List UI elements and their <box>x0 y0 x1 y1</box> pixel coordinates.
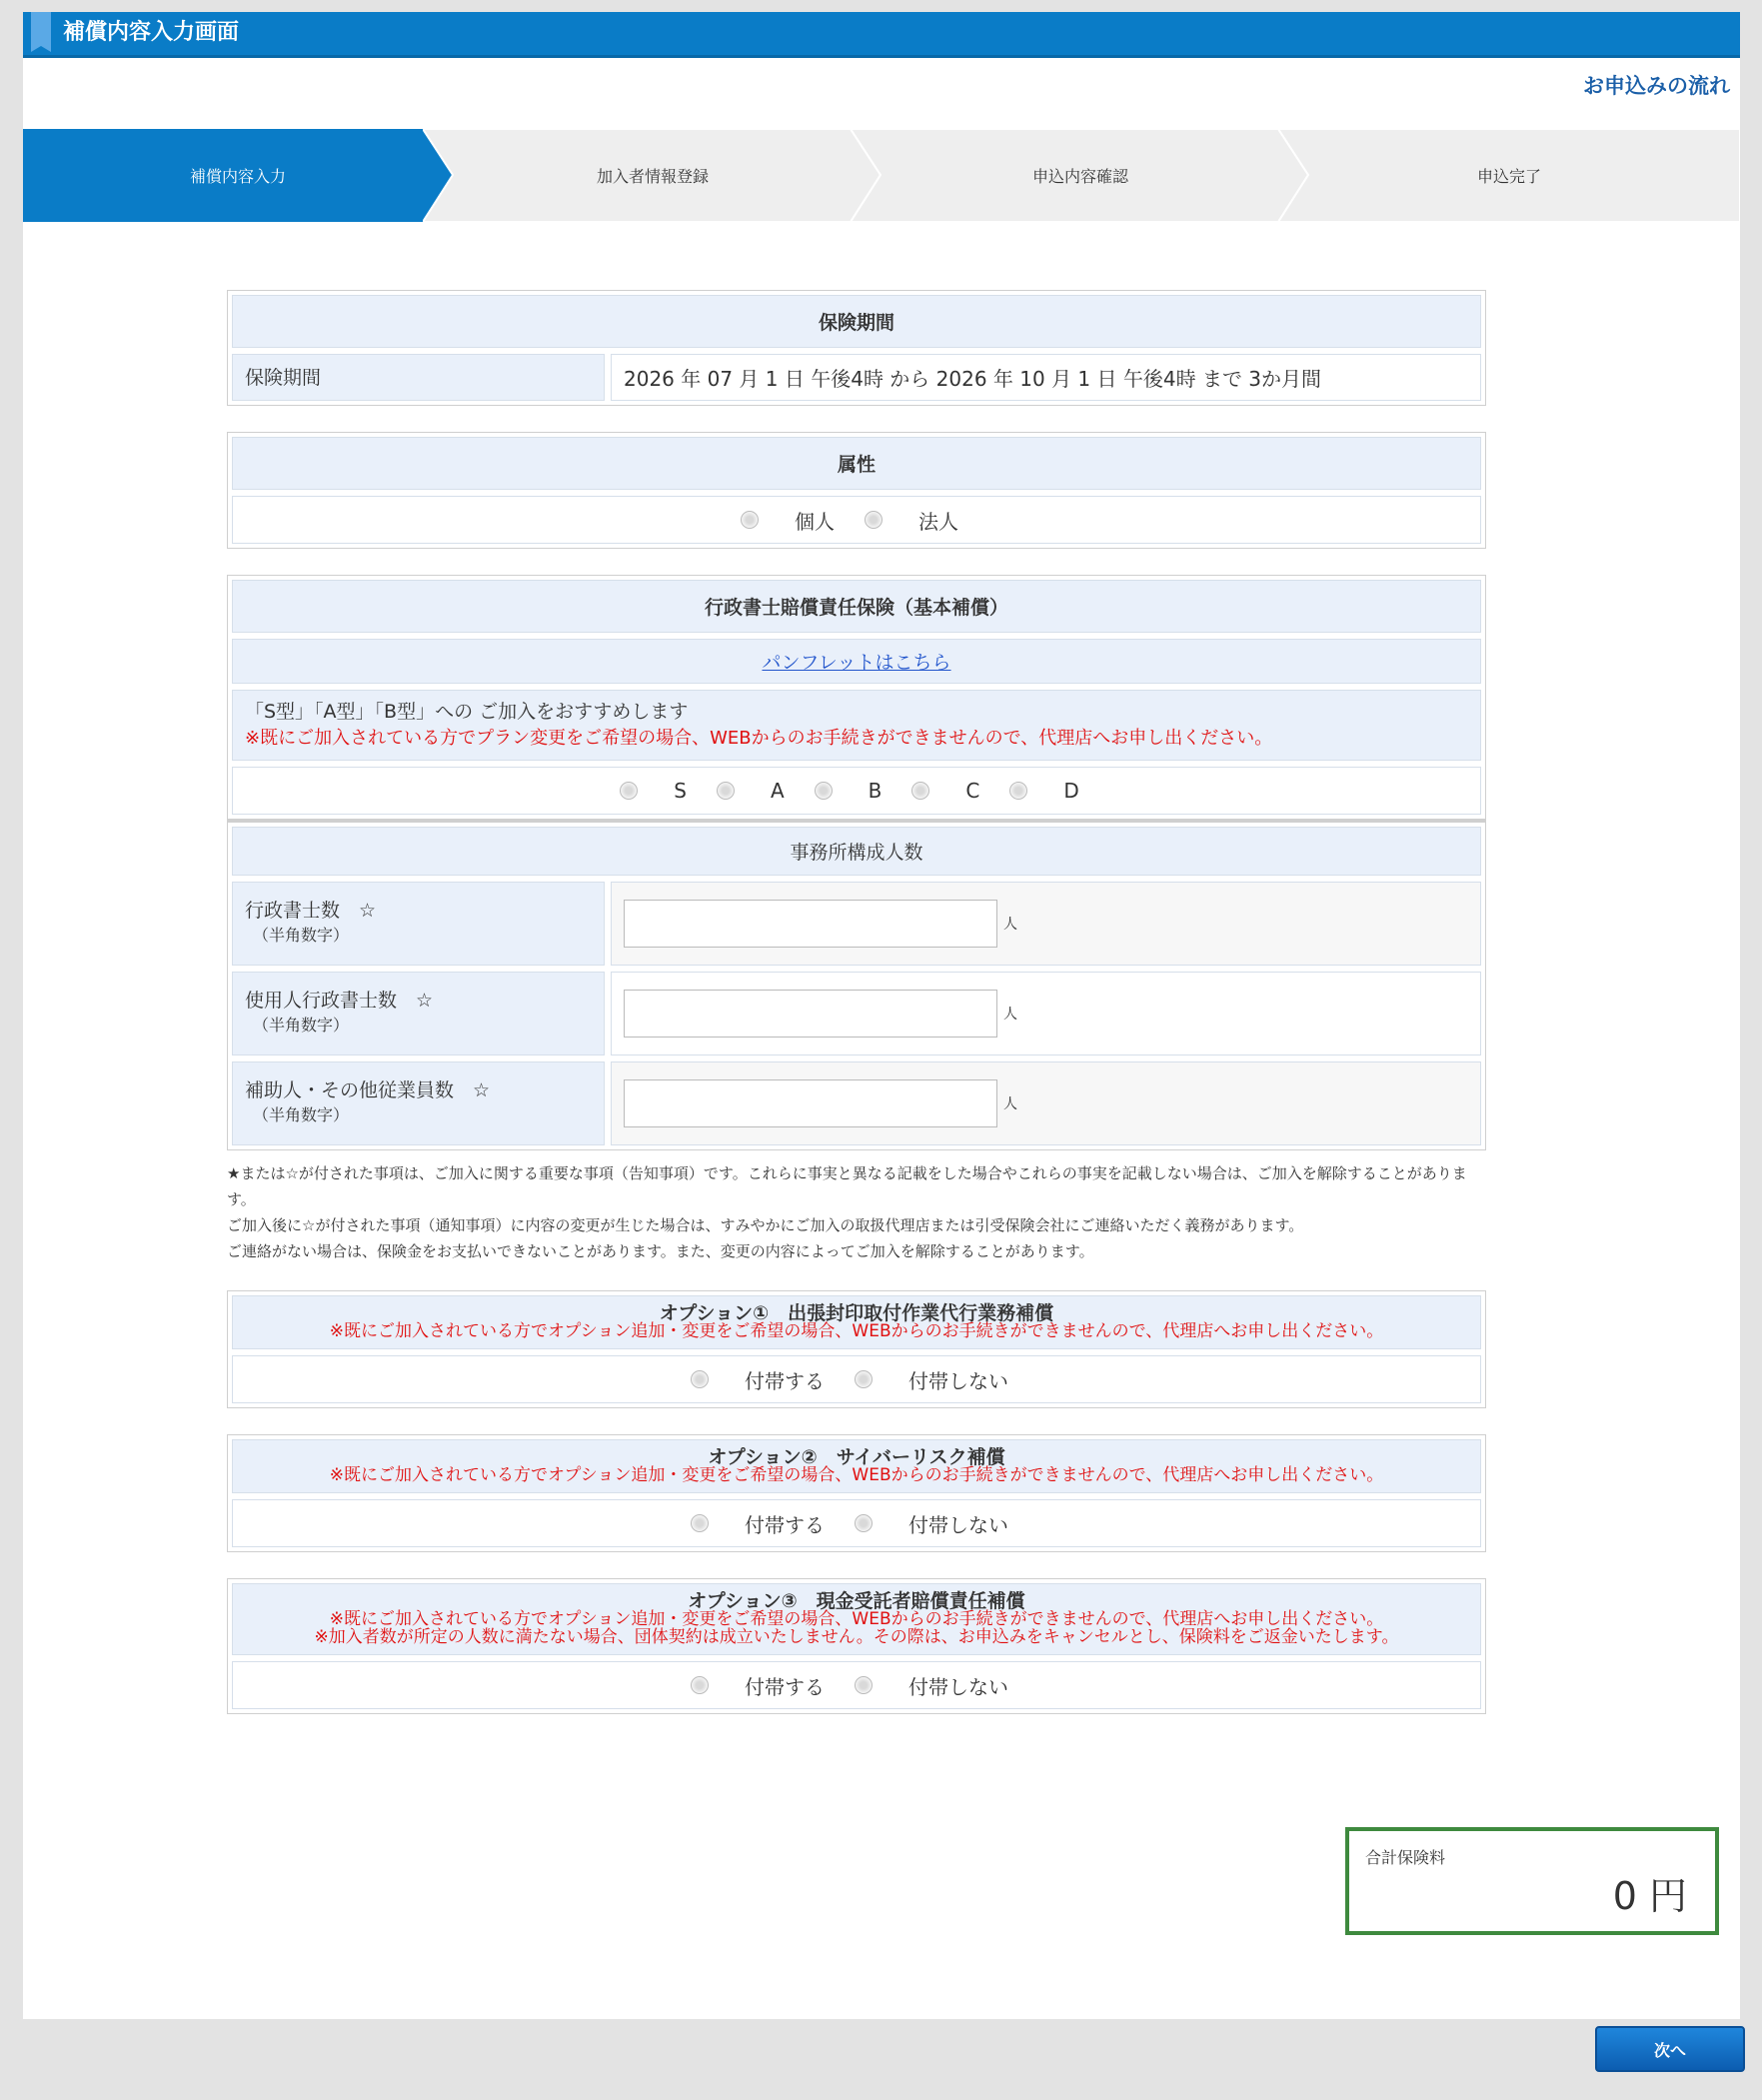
option-title: オプション③ 現金受託者賠償責任補償 <box>688 1590 1025 1612</box>
staff-panel <box>227 820 1486 1150</box>
radio-plan-b[interactable] <box>815 782 833 800</box>
pamphlet-link[interactable]: パンフレットはこちら <box>762 652 951 674</box>
basic-heading: 行政書士賠償責任保険（基本補償） <box>232 580 1481 633</box>
note-text: ご連絡がない場合は、保険金をお支払いできないことがあります。また、変更の内容によってご加入を解除することがあります。 <box>227 1242 1094 1260</box>
radio-plan-a[interactable] <box>717 782 735 800</box>
total-premium-box <box>1345 1827 1719 1935</box>
bookmark-icon <box>31 12 51 52</box>
period-value: 2026 年 07 月 1 日 午後4時 から 2026 年 10 月 1 日 午後4時 まで 3か月間 <box>611 354 1481 401</box>
option-2-radio-group <box>232 1499 1481 1547</box>
option-3-heading <box>232 1583 1481 1655</box>
title-bar <box>23 12 1740 58</box>
total-amount: 0 円 <box>1612 1874 1687 1918</box>
period-label: 保険期間 <box>232 354 605 401</box>
period-heading: 保険期間 <box>232 295 1481 348</box>
gyosei-shoshi-count-input[interactable] <box>624 900 997 948</box>
notes <box>227 1160 1486 1264</box>
plan-notice <box>232 690 1481 761</box>
attribute-panel <box>227 432 1486 549</box>
radio-plan-c[interactable] <box>911 782 929 800</box>
radio-label-no-attach: 付帯しない <box>908 1512 1008 1537</box>
radio-plan-d[interactable] <box>1009 782 1027 800</box>
unit-label: 人 <box>1003 1007 1017 1023</box>
field-label: 行政書士数 ☆ <box>245 900 377 922</box>
field-hint: （半角数字） <box>253 1016 350 1035</box>
form-container <box>227 290 1486 1740</box>
field-hint: （半角数字） <box>253 926 350 945</box>
staff-heading: 事務所構成人数 <box>232 827 1481 876</box>
option-1-radio-group <box>232 1355 1481 1403</box>
attribute-heading: 属性 <box>232 437 1481 490</box>
field-label: 使用人行政書士数 ☆ <box>245 990 434 1012</box>
step-label: 申込完了 <box>1476 167 1541 186</box>
radio-label-plan-d: D <box>1063 779 1079 803</box>
period-panel <box>227 290 1486 406</box>
option-warning: ※既にご加入されている方でオプション追加・変更をご希望の場合、WEBからのお手続きができませんので、代理店へお申し出ください。 <box>329 1609 1384 1629</box>
pamphlet-row <box>232 639 1481 684</box>
radio-corporation[interactable] <box>865 511 882 529</box>
step-label: 申込内容確認 <box>1031 167 1128 186</box>
radio-label-attach: 付帯する <box>745 1512 825 1537</box>
radio-label-attach: 付帯する <box>745 1674 825 1699</box>
attribute-radio-group <box>232 496 1481 544</box>
radio-option-1-no-attach[interactable] <box>855 1370 873 1388</box>
staff-row <box>232 1061 1481 1145</box>
option-3-panel <box>227 1578 1486 1714</box>
plan-recommend: 「S型」「A型」「B型」への ご加入をおすすめします <box>245 701 689 723</box>
flow-link[interactable]: お申込みの流れ <box>1583 74 1730 98</box>
radio-label-no-attach: 付帯しない <box>908 1674 1008 1699</box>
radio-label-no-attach: 付帯しない <box>908 1368 1008 1393</box>
radio-option-1-attach[interactable] <box>691 1370 709 1388</box>
radio-label-plan-c: C <box>965 779 980 803</box>
plan-warning: ※既にご加入されている方でプラン変更をご希望の場合、WEBからのお手続きができませんので、代理店へお申し出ください。 <box>245 728 1273 749</box>
basic-panel <box>227 575 1486 820</box>
step-4 <box>1278 129 1740 222</box>
radio-label-individual: 個人 <box>795 509 835 534</box>
page-title: 補償内容入力画面 <box>63 20 240 45</box>
radio-option-2-no-attach[interactable] <box>855 1514 873 1532</box>
unit-label: 人 <box>1003 917 1017 933</box>
field-hint: （半角数字） <box>253 1105 350 1124</box>
radio-option-2-attach[interactable] <box>691 1514 709 1532</box>
radio-option-3-attach[interactable] <box>691 1676 709 1694</box>
note-text: ご加入後に☆が付された事項（通知事項）に内容の変更が生じた場合は、すみやかにご加入の取扱代理店または引受保険会社にご連絡いただく義務があります。 <box>227 1216 1304 1234</box>
radio-individual[interactable] <box>741 511 759 529</box>
step-2 <box>423 129 882 222</box>
step-1 <box>23 129 453 222</box>
radio-label-corporation: 法人 <box>918 509 958 534</box>
staff-row <box>232 972 1481 1055</box>
step-label: 補償内容入力 <box>189 167 286 186</box>
field-label: 補助人・その他従業員数 ☆ <box>245 1079 491 1101</box>
note-text: ★または☆が付された事項は、ご加入に関する重要な事項（告知事項）です。これらに事実と異なる記載をした場合やこれらの事実を記載しない場合は、ご加入を解除することがあります。 <box>227 1164 1467 1208</box>
radio-label-plan-a: A <box>770 779 785 803</box>
radio-label-plan-s: S <box>674 779 687 803</box>
option-title: オプション① 出張封印取付作業代行業務補償 <box>659 1302 1054 1324</box>
radio-label-attach: 付帯する <box>745 1368 825 1393</box>
option-title: オプション② サイバーリスク補償 <box>708 1446 1005 1468</box>
option-2-heading <box>232 1439 1481 1493</box>
option-warning: ※既にご加入されている方でオプション追加・変更をご希望の場合、WEBからのお手続きができませんので、代理店へお申し出ください。 <box>329 1465 1384 1485</box>
staff-row <box>232 882 1481 966</box>
radio-label-plan-b: B <box>868 779 882 803</box>
total-label: 合計保険料 <box>1365 1848 1446 1867</box>
progress-steps <box>23 129 1740 222</box>
option-warning: ※既にご加入されている方でオプション追加・変更をご希望の場合、WEBからのお手続きができませんので、代理店へお申し出ください。 <box>329 1321 1384 1341</box>
unit-label: 人 <box>1003 1096 1017 1112</box>
step-3 <box>851 129 1310 222</box>
option-1-heading <box>232 1295 1481 1349</box>
option-2-panel <box>227 1434 1486 1552</box>
plan-radio-group <box>232 767 1481 815</box>
step-label: 加入者情報登録 <box>596 167 709 186</box>
radio-plan-s[interactable] <box>620 782 638 800</box>
next-button[interactable]: 次へ <box>1595 2026 1745 2072</box>
option-1-panel <box>227 1290 1486 1408</box>
option-3-radio-group <box>232 1661 1481 1709</box>
option-warning: ※加入者数が所定の人数に満たない場合、団体契約は成立いたしません。その際は、お申込みをキャンセルとし、保険料をご返金いたします。 <box>314 1627 1399 1647</box>
employee-shoshi-count-input[interactable] <box>624 990 997 1038</box>
radio-option-3-no-attach[interactable] <box>855 1676 873 1694</box>
assistant-count-input[interactable] <box>624 1079 997 1127</box>
